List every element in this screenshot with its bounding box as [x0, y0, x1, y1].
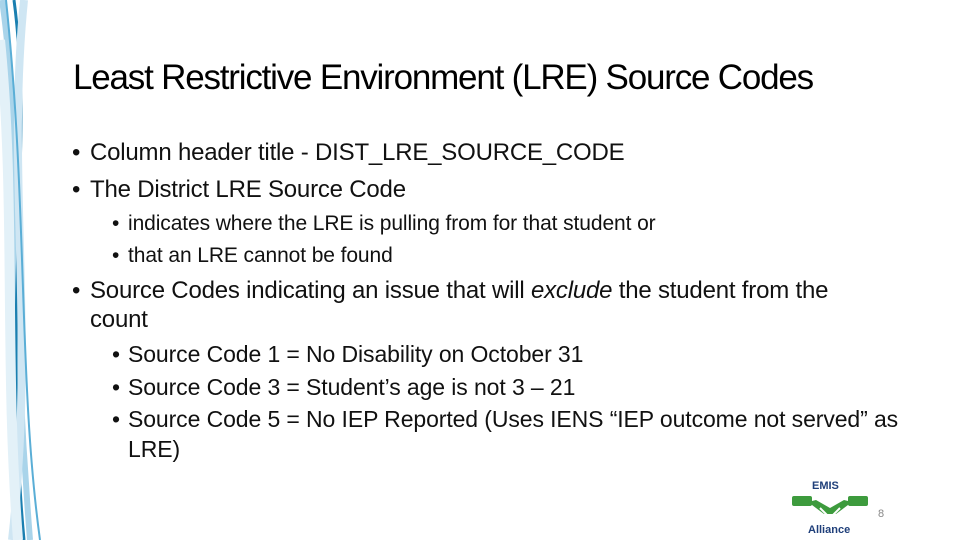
exclude-emphasis: exclude — [530, 277, 613, 304]
exclude-text-end: the student from the count — [90, 277, 829, 333]
decorative-side-ribbons — [0, 0, 60, 540]
exclude-text-start: Source Codes indicating an issue that will — [90, 277, 531, 304]
logo-text-alliance: Alliance — [808, 524, 851, 536]
handshake-icon — [790, 492, 870, 526]
sub-bullet-indicates: • indicates where the LRE is pulling from for that student or — [72, 208, 922, 240]
sub-bullet-code-5: • Source Code 5 = No IEP Reported (Uses IENS “IEP outcome not served” as LRE) — [72, 404, 928, 464]
emis-alliance-logo — [780, 480, 880, 540]
logo-text-emis: EMIS — [812, 480, 839, 492]
bullet-column-header: • Column header title - DIST_LRE_SOURCE_CODE — [72, 134, 922, 171]
bullet-district-code: • The District LRE Source Code — [72, 171, 922, 208]
bullet-exclude — [72, 276, 880, 334]
sub-bullet-code-3: • Source Code 3 = Student’s age is not 3 – 21 — [72, 371, 922, 404]
slide-number: 8 — [878, 508, 885, 520]
sub-bullet-code-1: • Source Code 1 = No Disability on October 31 — [72, 338, 922, 371]
slide-body — [72, 134, 922, 464]
slide-title: Least Restrictive Environment (LRE) Source Codes — [73, 58, 813, 97]
sub-bullet-cannot-be-found: • that an LRE cannot be found — [72, 240, 922, 272]
